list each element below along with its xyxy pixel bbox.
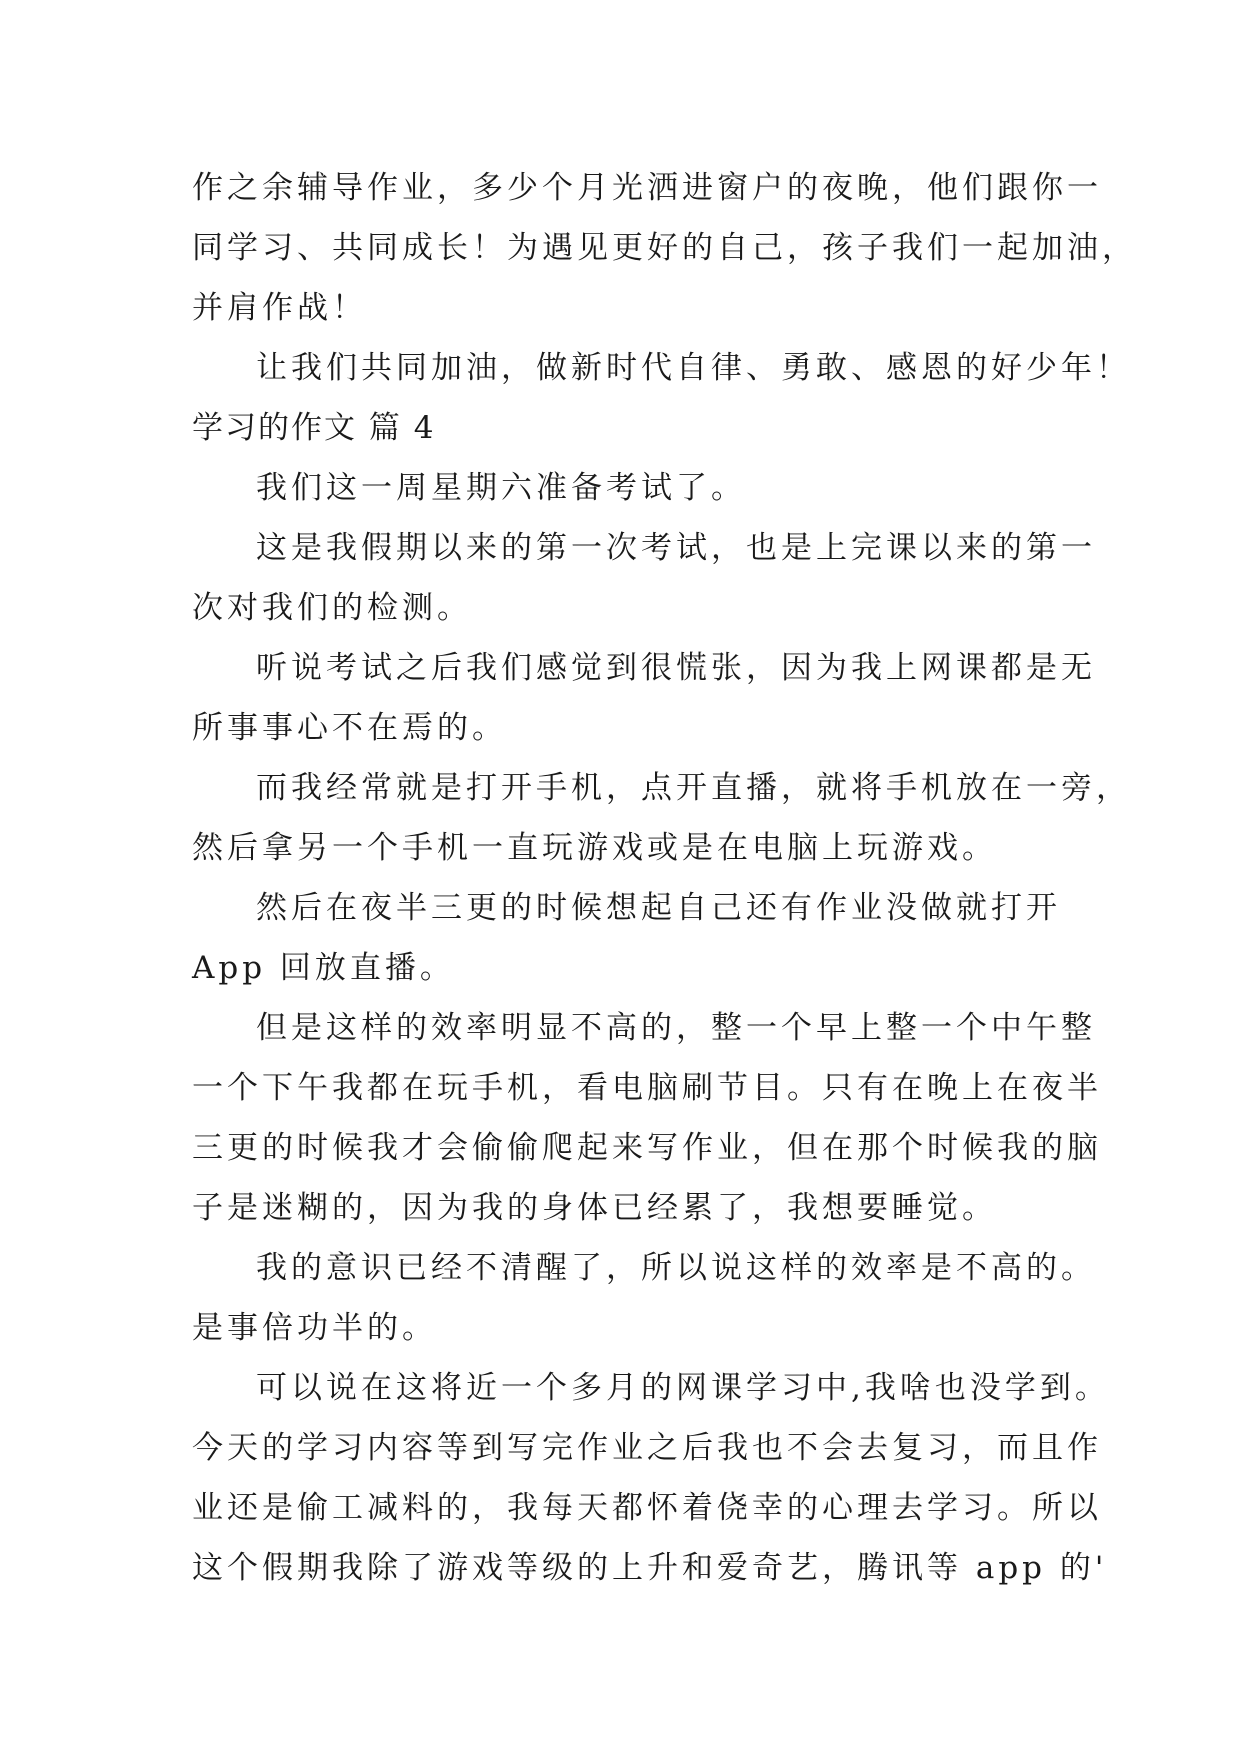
paragraph-line: 听说考试之后我们感觉到很慌张，因为我上网课都是无	[256, 650, 1096, 686]
text-line: 次对我们的检测。	[192, 590, 472, 626]
text-line: App 回放直播。	[192, 950, 455, 986]
paragraph-line: 让我们共同加油，做新时代自律、勇敢、感恩的好少年！	[256, 350, 1131, 386]
paragraph-line: 然后在夜半三更的时候想起自己还有作业没做就打开	[256, 890, 1061, 926]
text-line: 一个下午我都在玩手机，看电脑刷节目。只有在晚上在夜半	[192, 1070, 1102, 1106]
text-line: 今天的学习内容等到写完作业之后我也不会去复习，而且作	[192, 1430, 1102, 1466]
text-line: 并肩作战！	[192, 290, 367, 326]
text-line: 子是迷糊的，因为我的身体已经累了，我想要睡觉。	[192, 1190, 997, 1226]
paragraph-line: 但是这样的效率明显不高的，整一个早上整一个中午整	[256, 1010, 1096, 1046]
text-line: 然后拿另一个手机一直玩游戏或是在电脑上玩游戏。	[192, 830, 997, 866]
section-heading: 学习的作文 篇 4	[192, 410, 436, 446]
text-line: 三更的时候我才会偷偷爬起来写作业，但在那个时候我的脑	[192, 1130, 1102, 1166]
paragraph-line: 可以说在这将近一个多月的网课学习中,我啥也没学到。	[256, 1370, 1110, 1406]
text-line: 同学习、共同成长！为遇见更好的自己，孩子我们一起加油，	[192, 230, 1137, 266]
text-line: 所事事心不在焉的。	[192, 710, 507, 746]
paragraph-line: 我的意识已经不清醒了，所以说这样的效率是不高的。	[256, 1250, 1096, 1286]
document-body	[192, 158, 1137, 1598]
paragraph-line: 而我经常就是打开手机，点开直播，就将手机放在一旁，	[256, 770, 1131, 806]
text-line: 是事倍功半的。	[192, 1310, 437, 1346]
text-line: 作之余辅导作业，多少个月光洒进窗户的夜晚，他们跟你一	[192, 170, 1102, 206]
paragraph-line: 我们这一周星期六准备考试了。	[256, 470, 746, 506]
paragraph-line: 这是我假期以来的第一次考试，也是上完课以来的第一	[256, 530, 1096, 566]
text-line: 业还是偷工减料的，我每天都怀着侥幸的心理去学习。所以	[192, 1490, 1102, 1526]
text-line: 这个假期我除了游戏等级的上升和爱奇艺，腾讯等 app 的'	[192, 1550, 1108, 1586]
